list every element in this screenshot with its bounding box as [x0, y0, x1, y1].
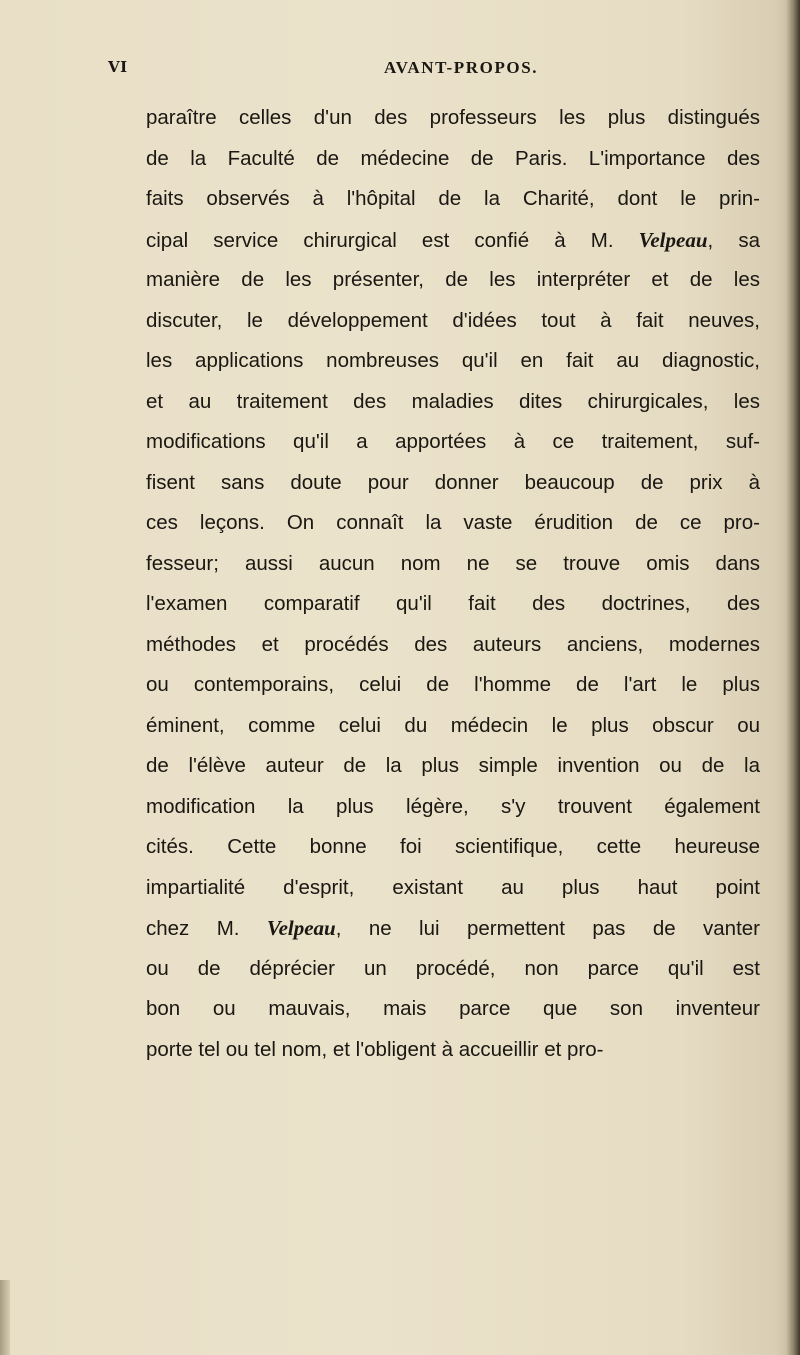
text-line	[146, 220, 760, 261]
text-line: faits observés à l'hôpital de la Charité, dont le prin-	[146, 187, 760, 210]
page-number: VI	[108, 58, 128, 76]
text-line: ou de déprécier un procédé, non parce qu'il est	[146, 956, 760, 980]
text-line: fisent sans doute pour donner beaucoup de prix à	[146, 470, 760, 494]
text-line: méthodes et procédés des auteurs anciens, modernes	[146, 632, 760, 656]
text-line: bon ou mauvais, mais parce que son inventeur	[146, 997, 760, 1020]
text-line: discuter, le développement d'idées tout à fait neuves,	[146, 308, 760, 332]
author-name: Velpeau	[266, 916, 336, 940]
text-line: de l'élève auteur de la plus simple invention ou de la	[146, 754, 760, 777]
page-gutter-shadow	[786, 0, 800, 1355]
text-line: impartialité d'esprit, existant au plus haut point	[146, 875, 760, 899]
text-line: paraître celles d'un des professeurs les plus distingués	[146, 106, 760, 129]
text-line: modifications qu'il a apportées à ce traitement, suf-	[146, 430, 760, 453]
text-line	[146, 908, 760, 949]
text-line: cités. Cette bonne foi scientifique, cette heureuse	[146, 835, 760, 858]
text-line-segment: cipal service chirurgical est confié à M.	[146, 228, 639, 252]
text-line-segment: , ne lui permettent pas de vanter	[335, 917, 760, 940]
author-name: Velpeau	[638, 227, 708, 252]
page-edge-stain	[0, 1280, 10, 1355]
text-line: de la Faculté de médecine de Paris. L'importance des	[146, 146, 760, 170]
text-line: fesseur; aussi aucun nom ne se trouve omis dans	[146, 551, 760, 575]
text-line: modification la plus légère, s'y trouvent également	[146, 794, 760, 818]
text-line-segment: , sa	[707, 228, 760, 252]
text-line-segment: chez M.	[146, 917, 267, 940]
text-line: l'examen comparatif qu'il fait des doctrines, des	[146, 592, 760, 615]
text-line: et au traitement des maladies dites chirurgicales, les	[146, 389, 760, 413]
text-line: les applications nombreuses qu'il en fait au diagnostic,	[146, 349, 760, 372]
text-line: porte tel ou tel nom, et l'obligent à accueillir et pro-	[146, 1037, 604, 1061]
running-title: AVANT-PROPOS.	[384, 58, 539, 77]
text-line: éminent, comme celui du médecin le plus obscur ou	[146, 713, 760, 737]
text-line: ou contemporains, celui de l'homme de l'art le plus	[146, 673, 760, 696]
page-header	[108, 58, 748, 82]
text-line: ces leçons. On connaît la vaste érudition de ce pro-	[146, 511, 760, 534]
body-text	[146, 98, 760, 1070]
text-line: manière de les présenter, de les interpréter et de les	[146, 268, 760, 291]
